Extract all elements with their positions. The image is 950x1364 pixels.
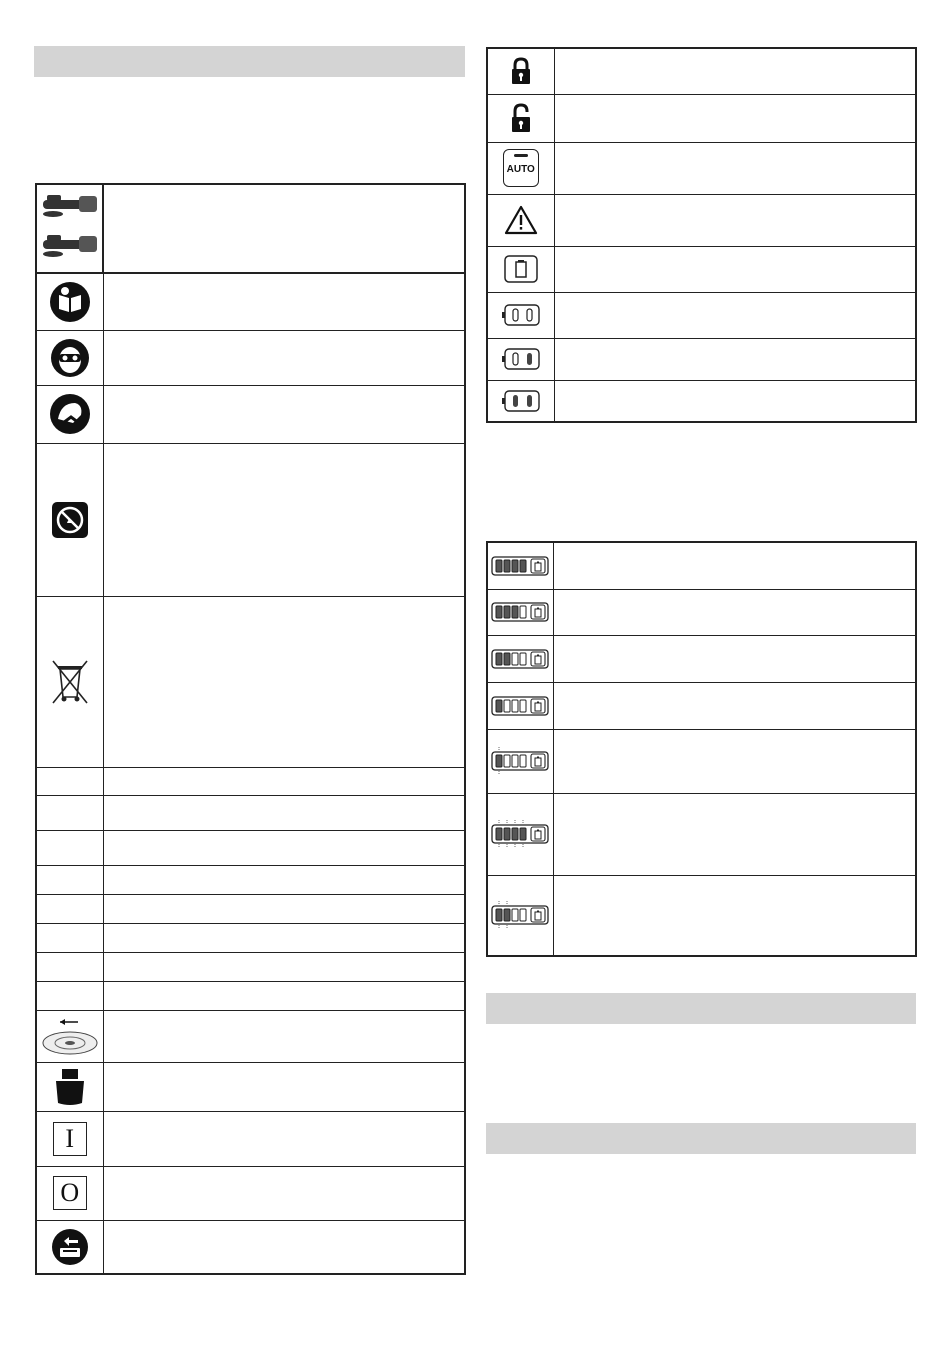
table-row: [36, 385, 465, 443]
charge-blink-alt-icon: [487, 875, 553, 956]
symbol-description: [554, 338, 916, 380]
auto-mode-icon: [487, 142, 554, 194]
symbol-description: [103, 443, 465, 596]
symbol-description: [554, 292, 916, 338]
table-row: [487, 194, 916, 246]
read-manual-icon: [36, 273, 103, 330]
symbol-description: [553, 729, 916, 793]
symbol-description: [553, 682, 916, 729]
table-row: [36, 596, 465, 767]
symbol-description: [103, 330, 465, 385]
charge-blink-1-icon: [487, 729, 553, 793]
no-wet-use-icon: [36, 443, 103, 596]
symbol-description: [103, 1166, 465, 1220]
table-row: [36, 273, 465, 330]
table-row: [487, 635, 916, 682]
symbol-cell: [36, 894, 103, 923]
disc-rotation-icon: [36, 1010, 103, 1062]
symbol-description: [103, 894, 465, 923]
spindle-lock-icon: [36, 1062, 103, 1111]
table-row: [36, 184, 465, 273]
table-row: [36, 795, 465, 830]
symbol-cell: [36, 923, 103, 952]
symbol-description: [103, 830, 465, 865]
table-row: [36, 952, 465, 981]
charge-level-1-icon: [487, 682, 553, 729]
symbol-description: [554, 194, 916, 246]
symbols-table-right-top: [486, 47, 917, 423]
table-row: [487, 380, 916, 422]
switch-off-icon: [36, 1166, 103, 1220]
table-row: [36, 923, 465, 952]
table-row: [487, 542, 916, 589]
symbol-description: [554, 142, 916, 194]
symbol-description: [103, 596, 465, 767]
symbol-description: [553, 542, 916, 589]
charge-blink-all-icon: [487, 793, 553, 875]
charge-indicator-table: [486, 541, 917, 957]
table-row: [487, 682, 916, 729]
symbols-table-left: [35, 183, 466, 1275]
symbol-description: [103, 865, 465, 894]
section-header-bar: [486, 1123, 916, 1154]
symbol-description: [103, 923, 465, 952]
symbol-description: [553, 589, 916, 635]
section-header-bar: [486, 993, 916, 1024]
table-row: [487, 875, 916, 956]
symbol-description: [103, 952, 465, 981]
symbol-description: [554, 94, 916, 142]
table-row: [487, 729, 916, 793]
hearing-protection-icon: [36, 385, 103, 443]
symbol-description: [103, 273, 465, 330]
symbol-description: [103, 767, 465, 795]
charge-level-4-icon: [487, 542, 553, 589]
symbol-cell: [36, 981, 103, 1010]
table-row: [487, 589, 916, 635]
symbol-description: [553, 635, 916, 682]
symbol-description: [553, 875, 916, 956]
symbol-description: [103, 1062, 465, 1111]
table-row: [487, 793, 916, 875]
weee-bin-icon: [36, 596, 103, 767]
switch-on-icon: [36, 1111, 103, 1166]
table-row: [36, 981, 465, 1010]
angle-grinder-icon: [36, 184, 103, 273]
table-row: [36, 443, 465, 596]
charge-level-2-icon: [487, 635, 553, 682]
table-row: [487, 246, 916, 292]
table-row: [36, 330, 465, 385]
battery-icon: [487, 246, 554, 292]
table-row: [487, 94, 916, 142]
switch-on-label: I: [53, 1122, 87, 1156]
table-row: [36, 1166, 465, 1220]
table-row: [487, 338, 916, 380]
symbol-cell: [36, 767, 103, 795]
remove-battery-icon: [36, 1220, 103, 1274]
battery-full-icon: [487, 380, 554, 422]
symbol-description: [103, 795, 465, 830]
symbol-description: [103, 1111, 465, 1166]
symbol-description: [103, 385, 465, 443]
table-row: [487, 142, 916, 194]
symbol-description: [103, 981, 465, 1010]
table-row: [487, 48, 916, 94]
table-row: [36, 1220, 465, 1274]
symbol-description: [554, 380, 916, 422]
lock-icon: [487, 48, 554, 94]
unlock-icon: [487, 94, 554, 142]
symbol-cell: [36, 865, 103, 894]
table-row: [36, 894, 465, 923]
table-row: [36, 865, 465, 894]
symbol-description: [103, 1010, 465, 1062]
table-row: [487, 292, 916, 338]
safety-goggles-icon: [36, 330, 103, 385]
warning-triangle-icon: [487, 194, 554, 246]
auto-mode-label: AUTO: [506, 164, 535, 175]
table-row: [36, 1111, 465, 1166]
battery-half-icon: [487, 338, 554, 380]
battery-empty-icon: [487, 292, 554, 338]
section-header-bar: [34, 46, 465, 77]
table-row: [36, 1062, 465, 1111]
switch-off-label: O: [53, 1176, 87, 1210]
symbol-description: [554, 246, 916, 292]
symbol-cell: [36, 952, 103, 981]
symbol-description: [103, 1220, 465, 1274]
table-row: [36, 1010, 465, 1062]
symbol-cell: [36, 795, 103, 830]
table-row: [36, 767, 465, 795]
symbol-description: [103, 184, 465, 273]
symbol-description: [554, 48, 916, 94]
symbol-description: [553, 793, 916, 875]
table-row: [36, 830, 465, 865]
symbol-cell: [36, 830, 103, 865]
charge-level-3-icon: [487, 589, 553, 635]
